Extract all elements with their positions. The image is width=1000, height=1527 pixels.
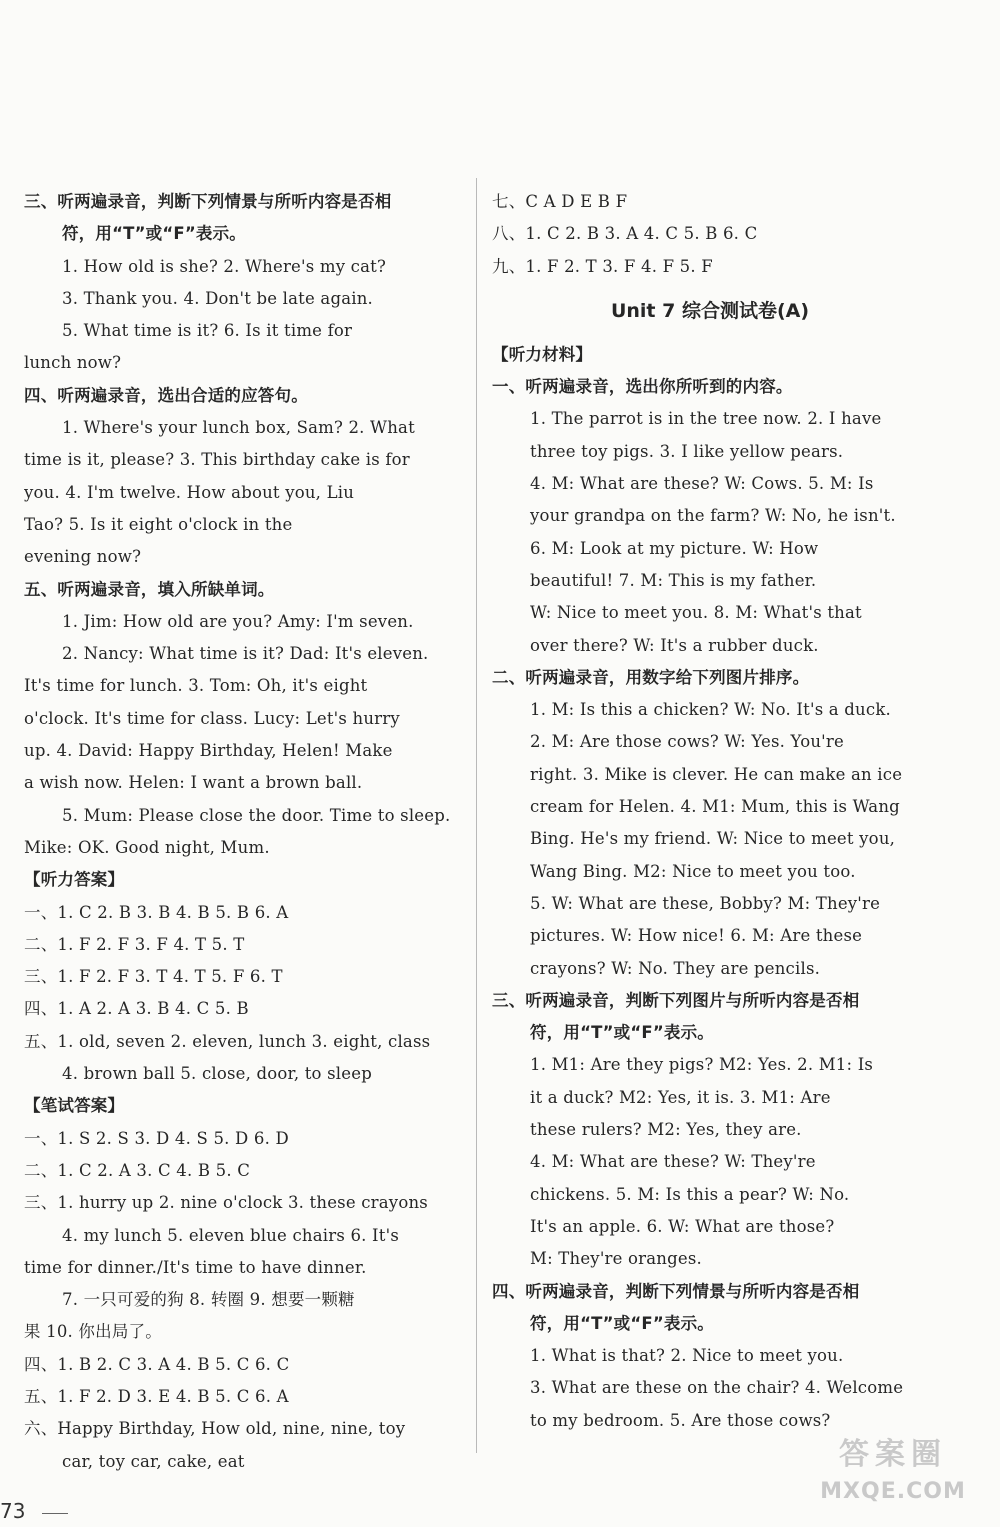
right-main-content	[492, 339, 928, 1437]
text-line: 一、1. S 2. S 3. D 4. S 5. D 6. D	[24, 1128, 289, 1148]
right-top-answers	[492, 186, 928, 283]
text-line: 四、听两遍录音，判断下列情景与所听内容是否相	[492, 1281, 860, 1301]
text-line: pictures. W: How nice! 6. M: Are these	[530, 926, 863, 946]
text-line: Mike: OK. Good night, Mum.	[24, 837, 270, 857]
text-line: 三、听两遍录音，判断下列图片与所听内容是否相	[492, 990, 860, 1010]
text-line: 二、1. F 2. F 3. F 4. T 5. T	[24, 934, 245, 954]
text-line: a wish now. Helen: I want a brown ball.	[24, 773, 363, 793]
column-divider	[476, 178, 477, 1453]
text-line: beautiful! 7. M: This is my father.	[530, 570, 817, 590]
text-line: It's an apple. 6. W: What are those?	[530, 1216, 835, 1236]
text-line: o'clock. It's time for class. Lucy: Let's hurry	[24, 708, 400, 728]
page-number: 73	[0, 1499, 26, 1523]
page-number-rule	[42, 1513, 68, 1514]
text-line: 一、听两遍录音，选出你所听到的内容。	[492, 377, 793, 397]
text-line: 4. my lunch 5. eleven blue chairs 6. It's	[62, 1225, 399, 1245]
text-line: 符，用“T”或“F”表示。	[530, 1313, 715, 1333]
left-column	[24, 186, 462, 1478]
text-line: 五、听两遍录音，填入所缺单词。	[24, 579, 275, 599]
text-line: 三、1. hurry up 2. nine o'clock 3. these crayons	[24, 1193, 428, 1213]
text-line: Wang Bing. M2: Nice to meet you too.	[530, 861, 856, 881]
text-line: 5. What time is it? 6. Is it time for	[62, 321, 353, 341]
text-line: 4. M: What are these? W: Cows. 5. M: Is	[530, 474, 874, 494]
text-line: 6. M: Look at my picture. W: How	[530, 538, 819, 558]
text-line: 1. Jim: How old are you? Amy: I'm seven.	[62, 611, 414, 631]
text-line: 2. M: Are those cows? W: Yes. You're	[530, 732, 844, 752]
text-line: Bing. He's my friend. W: Nice to meet you,	[530, 829, 896, 849]
text-line: 七、C A D E B F	[492, 192, 628, 211]
text-line: 四、1. A 2. A 3. B 4. C 5. B	[24, 999, 249, 1019]
text-line: 【笔试答案】	[24, 1096, 125, 1116]
text-line: car, toy car, cake, eat	[62, 1451, 245, 1471]
watermark-url: MXQE.COM	[820, 1479, 966, 1504]
text-line: 5. W: What are these, Bobby? M: They're	[530, 893, 881, 913]
text-line: 7. 一只可爱的狗 8. 转圈 9. 想要一颗糖	[62, 1290, 355, 1310]
text-line: 三、1. F 2. F 3. T 4. T 5. F 6. T	[24, 967, 283, 987]
text-line: 4. brown ball 5. close, door, to sleep	[62, 1064, 372, 1084]
text-line: it a duck? M2: Yes, it is. 3. M1: Are	[530, 1087, 831, 1107]
text-line: 果 10. 你出局了。	[24, 1322, 162, 1342]
text-line: these rulers? M2: Yes, they are.	[530, 1120, 802, 1140]
text-line: up. 4. David: Happy Birthday, Helen! Make	[24, 741, 393, 761]
text-line: 四、1. B 2. C 3. A 4. B 5. C 6. C	[24, 1354, 290, 1374]
text-line: 六、Happy Birthday, How old, nine, nine, toy	[24, 1419, 406, 1439]
text-line: time for dinner./It's time to have dinner.	[24, 1257, 367, 1277]
text-line: right. 3. Mike is clever. He can make an ice	[530, 764, 903, 784]
text-line: M: They're oranges.	[530, 1249, 702, 1269]
text-line: you. 4. I'm twelve. How about you, Liu	[24, 482, 355, 502]
text-line: W: Nice to meet you. 8. M: What's that	[530, 603, 862, 623]
text-line: 二、1. C 2. A 3. C 4. B 5. C	[24, 1160, 251, 1180]
text-line: 1. Where's your lunch box, Sam? 2. What	[62, 418, 415, 438]
text-line: crayons? W: No. They are pencils.	[530, 958, 821, 978]
text-line: 八、1. C 2. B 3. A 4. C 5. B 6. C	[492, 224, 758, 244]
text-line: evening now?	[24, 547, 142, 567]
text-line: Tao? 5. Is it eight o'clock in the	[24, 514, 293, 534]
text-line: lunch now?	[24, 353, 122, 373]
text-line: 3. Thank you. 4. Don't be late again.	[62, 288, 373, 308]
text-line: 4. M: What are these? W: They're	[530, 1152, 816, 1172]
text-line: time is it, please? 3. This birthday cake is for	[24, 450, 410, 470]
watermark-logo-text: 答案圈	[839, 1437, 947, 1472]
text-line: 五、1. old, seven 2. eleven, lunch 3. eight, class	[24, 1031, 431, 1051]
text-line: 四、听两遍录音，选出合适的应答句。	[24, 385, 308, 405]
text-line: 五、1. F 2. D 3. E 4. B 5. C 6. A	[24, 1386, 289, 1406]
text-line: 二、听两遍录音，用数字给下列图片排序。	[492, 667, 810, 687]
text-line: 1. M1: Are they pigs? M2: Yes. 2. M1: Is	[530, 1055, 874, 1075]
text-line: 【听力材料】	[492, 344, 593, 364]
text-line: 符，用“T”或“F”表示。	[62, 224, 247, 244]
text-line: 一、1. C 2. B 3. B 4. B 5. B 6. A	[24, 902, 289, 922]
text-line: 1. M: Is this a chicken? W: No. It's a duck.	[530, 700, 891, 720]
text-line: 【听力答案】	[24, 870, 125, 890]
unit-title: Unit 7 综合测试卷(A)	[610, 299, 810, 322]
text-line: 符，用“T”或“F”表示。	[530, 1023, 715, 1043]
text-line: cream for Helen. 4. M1: Mum, this is Wang	[530, 797, 900, 817]
text-line: 1. The parrot is in the tree now. 2. I have	[530, 409, 882, 429]
text-line: three toy pigs. 3. I like yellow pears.	[530, 441, 844, 461]
text-line: 1. How old is she? 2. Where's my cat?	[62, 256, 387, 276]
text-line: 5. Mum: Please close the door. Time to sleep.	[62, 805, 451, 825]
right-column	[492, 186, 928, 1437]
text-line: 1. What is that? 2. Nice to meet you.	[530, 1346, 844, 1366]
text-line: to my bedroom. 5. Are those cows?	[530, 1410, 831, 1430]
text-line: your grandpa on the farm? W: No, he isn't.	[530, 506, 896, 526]
text-line: 三、听两遍录音，判断下列情景与所听内容是否相	[24, 192, 392, 211]
text-line: 九、1. F 2. T 3. F 4. F 5. F	[492, 256, 713, 276]
watermark-logo	[795, 1433, 991, 1521]
text-line: over there? W: It's a rubber duck.	[530, 635, 819, 655]
text-line: 2. Nancy: What time is it? Dad: It's eleven.	[62, 644, 429, 664]
text-line: chickens. 5. M: Is this a pear? W: No.	[530, 1184, 850, 1204]
text-line: It's time for lunch. 3. Tom: Oh, it's eight	[24, 676, 368, 696]
text-line: 3. What are these on the chair? 4. Welcome	[530, 1378, 904, 1398]
